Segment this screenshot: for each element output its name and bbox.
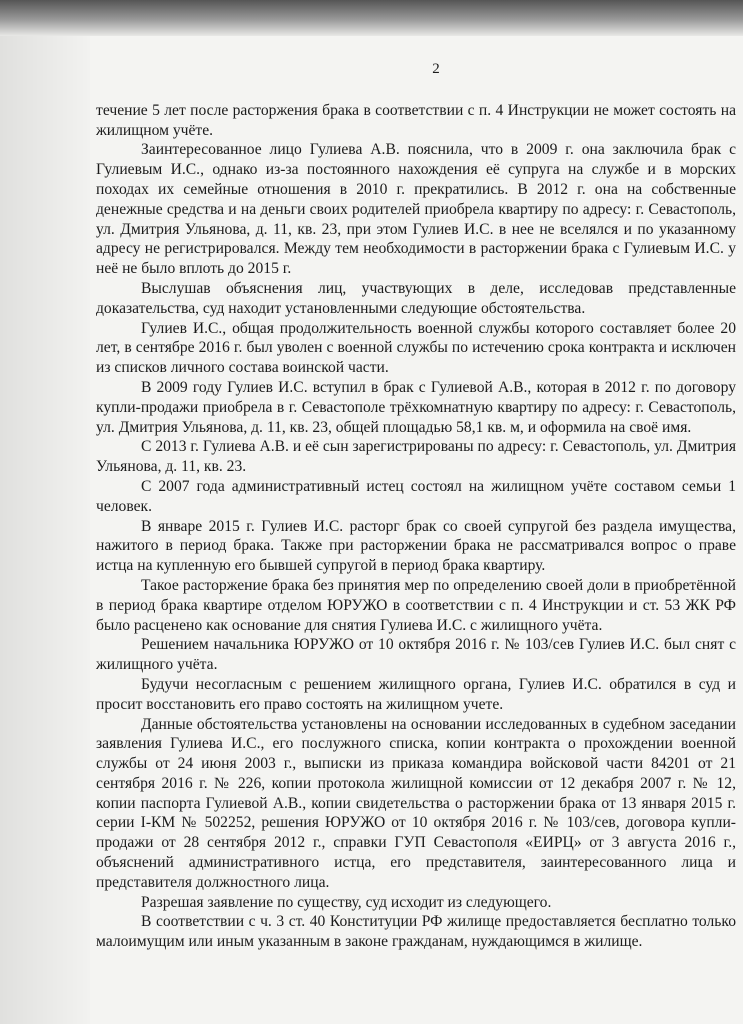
paragraph-evidence: Данные обстоятельства установлены на основании исследованных в судебном заседании заявления Гулиева И.С., его послужного списка, копии контракта о прохождении военной службы от 24 июня 2003 г., выписки из приказа командира войсковой части 84201 от 21 сентября 2016 г. № 226, копии протокола жилищной комиссии от 12 декабря 2007 г. № 12, копии паспорта Гулиевой А.В., копии свидетельства о расторжении брака от 13 января 2015 г. серии I-КМ № 502252, решения ЮРУЖО от 10 октября 2016 г. № 103/сев, договора купли-продажи от 28 сентября 2012 г., справки ГУП Севастополя «ЕИРЦ» от 3 августа 2016 г., объяснений административного истца, его представителя, заинтересованного лица и представителя должностного лица. [96, 715, 736, 891]
paragraph-court-findings: Выслушав объяснения лиц, участвующих в деле, исследовав представленные доказательства, суд находит установленными следующие обстоятельства. [96, 279, 736, 317]
paragraph-grounds-removal: Такое расторжение брака без принятия мер по определению своей доли в приобретённой в период брака квартире отделом ЮРУЖО в соответствии с п. 4 Инструкции и ст. 53 ЖК РФ было расценено как основание для снятия Гулиева И.С. с жилищного учёта. [96, 576, 736, 634]
paragraph-appeal: Будучи несогласным с решением жилищного органа, Гулиев И.С. обратился в суд и просит восстановить его право состоять на жилищном учете. [96, 675, 736, 713]
paragraph-divorce: В январе 2015 г. Гулиев И.С. расторг брак со своей супругой без раздела имущества, нажитого в период брака. Также при расторжении брака не рассматривался вопрос о праве истца на купленную его бывшей супругой в период брака квартиру. [96, 517, 736, 575]
page-binding-shadow [0, 36, 90, 1024]
paragraph-constitution: В соответствии с ч. 3 ст. 40 Конституции РФ жилище предоставляется бесплатно только малоимущим или иным указанным в законе гражданам, нуждающимся в жилище. [96, 913, 736, 951]
paragraph-interested-party: Заинтересованное лицо Гулиева А.В. пояснила, что в 2009 г. она заключила брак с Гулиевым И.С., однако из-за постоянного нахождения её супруга на службе и в морских походах их семейные отношения в 2010 г. прекратились. В 2012 г. она на собственные денежные средства и на деньги своих родителей приобрела квартиру по адресу: г. Севастополь, ул. Дмитрия Ульянова, д. 11, кв. 23, при этом Гулиев И.С. в нее не вселялся и по указанному адресу не регистрировался. Между тем необходимости в расторжении брака с Гулиевым И.С. у неё не было вплоть до 2015 г. [96, 141, 736, 278]
scan-top-edge [0, 0, 743, 36]
paragraph-service-term: Гулиев И.С., общая продолжительность военной службы которого составляет более 20 лет, в сентябре 2016 г. был уволен с военной службы по истечению срока контракта и исключен из списков личного состава воинской части. [96, 319, 736, 377]
paragraph-continuation: течение 5 лет после расторжения брака в соответствии с п. 4 Инструкции не может состоять на жилищном учёте. [96, 101, 736, 139]
paragraph-marriage-apartment: В 2009 году Гулиев И.С. вступил в брак с Гулиевой А.В., которая в 2012 г. по договору купли-продажи приобрела в г. Севастополе трёхкомнатную квартиру по адресу: г. Севастополь, ул. Дмитрия Ульянова, д. 11, кв. 23, общей площадью 58,1 кв. м, и оформила на своё имя. [96, 378, 736, 436]
paragraph-registration: С 2013 г. Гулиева А.В. и её сын зарегистрированы по адресу: г. Севастополь, ул. Дмитрия Ульянова, д. 11, кв. 23. [96, 438, 736, 476]
document-body [96, 60, 736, 952]
paragraph-resolution: Разрешая заявление по существу, суд исходит из следующего. [141, 893, 552, 911]
paragraph-housing-record: С 2007 года административный истец состоял на жилищном учёте составом семьи 1 человек. [96, 477, 736, 515]
paragraph-decision: Решением начальника ЮРУЖО от 10 октября 2016 г. № 103/сев Гулиев И.С. был снят с жилищного учёта. [96, 636, 736, 674]
page-number: 2 [432, 61, 440, 77]
